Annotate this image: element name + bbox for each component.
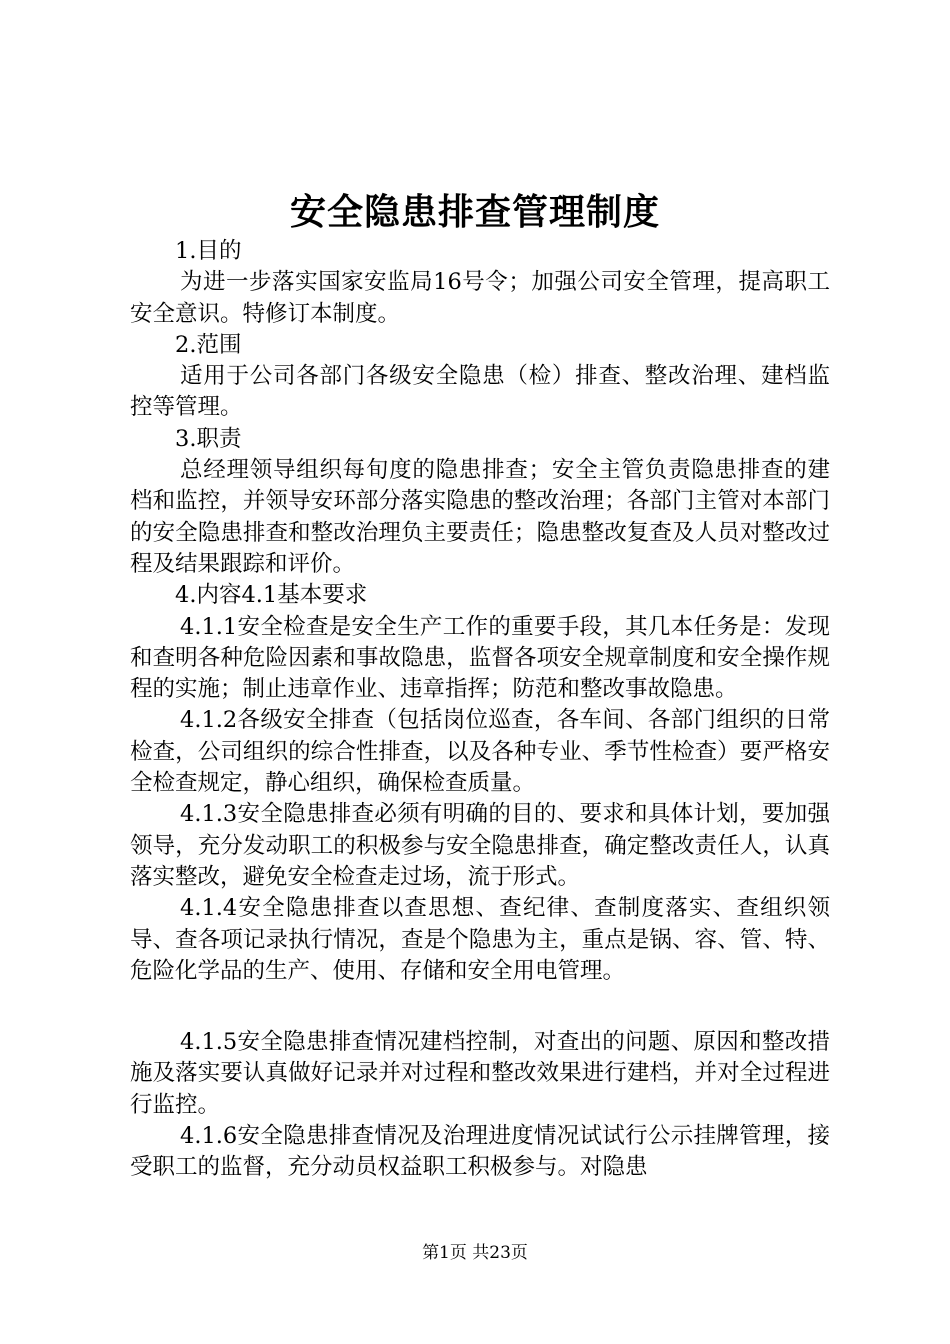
paragraph: 4.1.6安全隐患排查情况及治理进度情况试试行公示挂牌管理，接受职工的监督，充分动员权益职工积极参与。对隐患 [130, 1123, 830, 1181]
paragraph-gap [130, 987, 830, 1027]
paragraph: 适用于公司各部门各级安全隐患（检）排查、整改治理、建档监控等管理。 [130, 363, 830, 421]
paragraph: 4.1.1安全检查是安全生产工作的重要手段，其几本任务是：发现和查明各种危险因素和事故隐患，监督各项安全规章制度和安全操作规程的实施；制止违章作业、违章指挥；防范和整改事故隐患。 [130, 613, 830, 703]
paragraph: 4.1.4安全隐患排查以查思想、查纪律、查制度落实、查组织领导、查各项记录执行情况，查是个隐患为主，重点是锅、容、管、特、危险化学品的生产、使用、存储和安全用电管理。 [130, 895, 830, 984]
section-heading: 1.目的 [175, 238, 242, 264]
paragraph: 总经理领导组织每旬度的隐患排查；安全主管负责隐患排查的建档和监控，并领导安环部分落实隐患的整改治理；各部门主管对本部门的安全隐患排查和整改治理负主要责任；隐患整改复查及人员对整改过程及结果跟踪和评价。 [130, 457, 830, 577]
page-footer: 第1页 共23页 [422, 1243, 528, 1263]
document-title: 安全隐患排查管理制度 [289, 191, 660, 233]
document-body [130, 236, 830, 1184]
paragraph: 4.1.2各级安全排查（包括岗位巡查，各车间、各部门组织的日常检查，公司组织的综合性排查，以及各种专业、季节性检查）要严格安全检查规定，静心组织，确保检查质量。 [130, 707, 830, 797]
paragraph: 4.1.5安全隐患排查情况建档控制，对查出的问题、原因和整改措施及落实要认真做好记录并对过程和整改效果进行建档，并对全过程进行监控。 [130, 1029, 830, 1118]
paragraph: 为进一步落实国家安监局16号令；加强公司安全管理，提高职工安全意识。特修订本制度。 [130, 269, 830, 327]
paragraph: 4.1.3安全隐患排查必须有明确的目的、要求和具体计划，要加强领导，充分发动职工的积极参与安全隐患排查，确定整改责任人，认真落实整改，避免安全检查走过场，流于形式。 [130, 801, 830, 890]
section-heading: 2.范围 [175, 331, 242, 358]
section-heading: 3.职责 [175, 425, 242, 452]
section-heading: 4.内容4.1基本要求 [175, 582, 368, 609]
